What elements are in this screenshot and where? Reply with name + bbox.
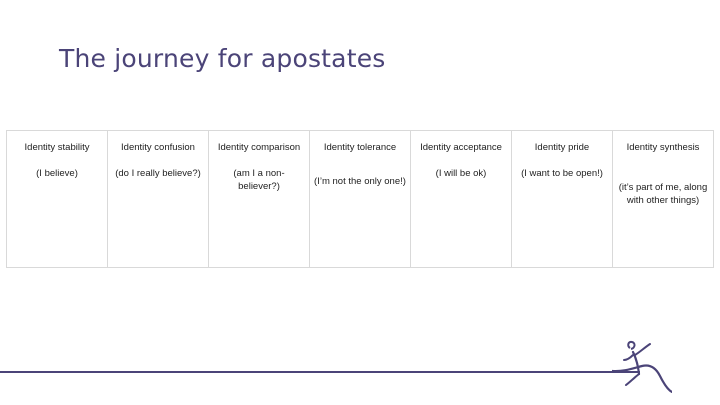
- stage-name: Identity comparison: [217, 142, 301, 153]
- figure-logo-icon: [612, 338, 672, 393]
- stage-cell: [310, 131, 411, 267]
- stage-name: Identity confusion: [121, 142, 195, 153]
- stage-name: Identity tolerance: [323, 142, 397, 153]
- stage-description: (do I really believe?): [115, 168, 201, 179]
- stage-cell: [411, 131, 512, 267]
- stage-description: (I’m not the only one!): [314, 176, 406, 187]
- stage-description: (I want to be open!): [521, 168, 603, 179]
- stage-name: Identity synthesis: [626, 142, 700, 153]
- stage-name: Identity stability: [24, 142, 90, 153]
- slide-title: The journey for apostates: [59, 44, 386, 73]
- stage-description: (I will be ok): [435, 168, 487, 179]
- stage-description: (I believe): [36, 168, 78, 179]
- stages-table: [6, 130, 714, 268]
- stage-description: (it’s part of me, along with other things): [618, 182, 708, 206]
- stage-cell: [7, 131, 108, 267]
- footer-line: [0, 371, 640, 373]
- stage-name: Identity acceptance: [420, 142, 502, 153]
- stage-description: (am I a non-believer?): [233, 168, 285, 192]
- stage-cell: [209, 131, 310, 267]
- stage-name: Identity pride: [534, 142, 590, 153]
- stage-cell: [512, 131, 613, 267]
- stage-cell: [613, 131, 713, 267]
- stage-cell: [108, 131, 209, 267]
